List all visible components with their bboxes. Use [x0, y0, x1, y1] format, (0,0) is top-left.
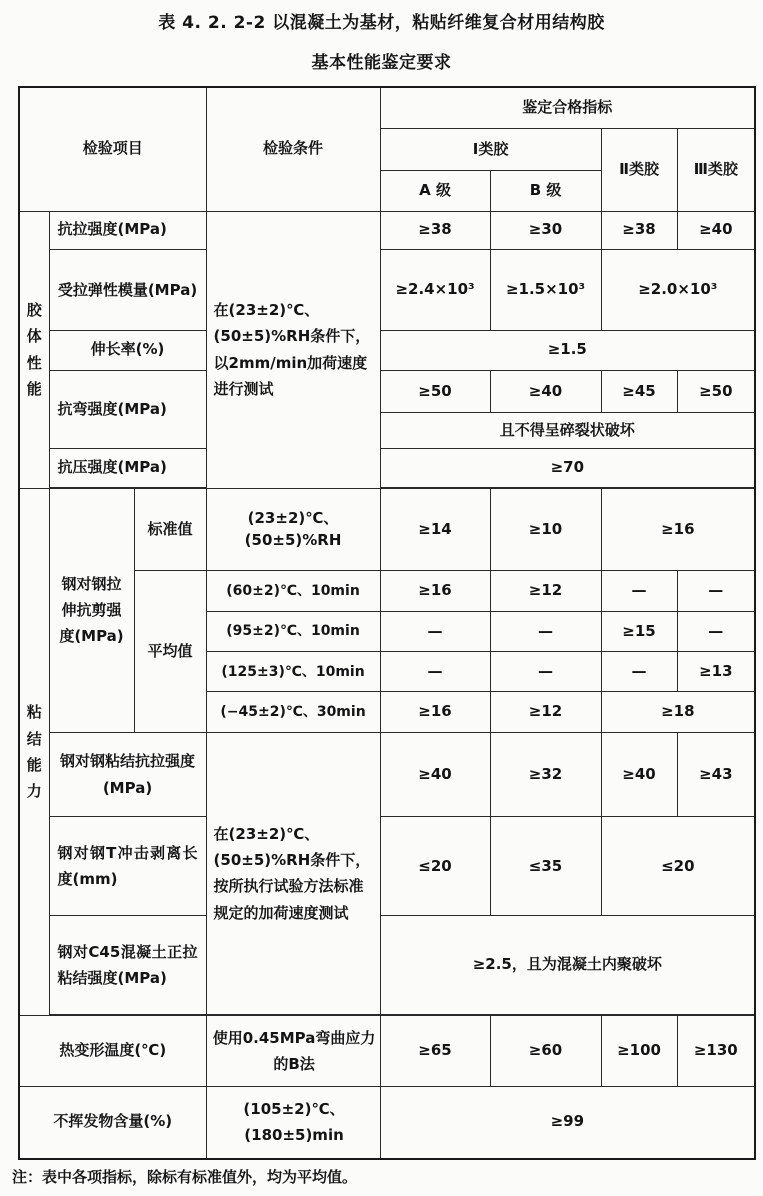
value-cell: ≥1.5×10³: [490, 249, 601, 330]
header-item: 检验项目: [19, 87, 206, 211]
value-cell: ≥30: [490, 211, 601, 249]
table-row: [19, 211, 755, 249]
value-cell: —: [677, 571, 755, 611]
header-grade-b: B 级: [490, 171, 601, 211]
value-cell: ≥15: [601, 611, 677, 651]
item-c45: 钢对C45混凝土正拉粘结强度(MPa): [49, 916, 206, 1015]
table-row: [19, 370, 755, 412]
value-cell: —: [601, 571, 677, 611]
requirements-table: [18, 86, 756, 1160]
value-cell: ≥13: [677, 652, 755, 692]
value-cell: —: [380, 652, 490, 692]
header-criteria: 鉴定合格指标: [380, 87, 755, 128]
table-row: [19, 488, 755, 571]
header-class2: Ⅱ类胶: [601, 128, 677, 211]
group-label-colloid: 胶体性能: [19, 211, 49, 488]
item-bond-tensile: 钢对钢粘结抗拉强度(MPa): [49, 732, 206, 817]
value-cell: ≥2.0×10³: [601, 249, 755, 330]
value-cell: ≥16: [601, 488, 755, 571]
value-cell: ≥50: [380, 370, 490, 412]
value-cell: ≥32: [490, 732, 601, 817]
value-cell: ≥16: [380, 571, 490, 611]
value-cell: ≥1.5: [380, 330, 755, 370]
value-cell: —: [677, 611, 755, 651]
table-row: [19, 330, 755, 370]
header-class1: Ⅰ类胶: [380, 128, 601, 170]
value-cell: ≥38: [380, 211, 490, 249]
item-compressive: 抗压强度(MPa): [49, 449, 206, 487]
table-row: [19, 817, 755, 916]
value-cell: ≤20: [380, 817, 490, 916]
table-row: [19, 1086, 755, 1159]
table-note: 注：表中各项指标，除标有标准值外，均为平均值。: [12, 1168, 358, 1186]
label-average: 平均值: [134, 571, 206, 732]
value-cell: ≥16: [380, 692, 490, 732]
value-cell: ≥18: [601, 692, 755, 732]
condition-colloid: 在(23±2)℃、(50±5)%RH条件下，以2mm/min加荷速度进行测试: [206, 211, 380, 488]
value-cell: ≤35: [490, 817, 601, 916]
value-cell: ≤20: [601, 817, 755, 916]
value-cell: ≥100: [601, 1016, 677, 1087]
item-tensile-strength: 抗拉强度(MPa): [49, 211, 206, 249]
table-title: 表 4. 2. 2-2 以混凝土为基材，粘贴纤维复合材用结构胶: [158, 13, 605, 33]
value-cell: ≥10: [490, 488, 601, 571]
value-cell: ≥14: [380, 488, 490, 571]
value-cell: ≥70: [380, 449, 755, 487]
value-cell: —: [601, 652, 677, 692]
header-class3: Ⅲ类胶: [677, 128, 755, 211]
value-cell: ≥40: [601, 732, 677, 817]
value-cell: ≥60: [490, 1016, 601, 1087]
item-elongation: 伸长率(%): [49, 330, 206, 370]
header-grade-a: A 级: [380, 171, 490, 211]
value-cell: —: [380, 611, 490, 651]
item-nonvolatile: 不挥发物含量(%): [19, 1086, 206, 1159]
value-cell: ≥2.4×10³: [380, 249, 490, 330]
value-cell: ≥43: [677, 732, 755, 817]
value-cell: ≥50: [677, 370, 755, 412]
value-cell: ≥40: [490, 370, 601, 412]
value-cell: ≥38: [601, 211, 677, 249]
group-label-bond: 粘结能力: [19, 488, 49, 1015]
value-cell: ≥45: [601, 370, 677, 412]
value-cell: ≥40: [677, 211, 755, 249]
condition-bond: 在(23±2)℃、(50±5)%RH条件下，按所执行试验方法标准规定的加荷速度测试: [206, 732, 380, 1014]
condition-cell: 使用0.45MPa弯曲应力的B法: [206, 1016, 380, 1087]
table-subtitle: 基本性能鉴定要求: [311, 53, 452, 73]
table-row: [19, 1016, 755, 1087]
value-cell: ≥65: [380, 1016, 490, 1087]
condition-cell: (23±2)℃、(50±5)%RH: [206, 488, 380, 571]
table-row: [19, 249, 755, 330]
condition-cell: (95±2)℃、10min: [206, 611, 380, 651]
table-row: [19, 732, 755, 817]
item-t-peel: 钢对钢T冲击剥离长度(mm): [49, 817, 206, 916]
value-cell: ≥2.5，且为混凝土内聚破坏: [380, 916, 755, 1015]
value-cell: —: [490, 611, 601, 651]
label-standard: 标准值: [134, 488, 206, 571]
value-cell: ≥130: [677, 1016, 755, 1087]
condition-cell: (105±2)℃、(180±5)min: [206, 1086, 380, 1159]
value-cell: 且不得呈碎裂状破坏: [380, 413, 755, 449]
value-cell: ≥99: [380, 1086, 755, 1159]
value-cell: —: [490, 652, 601, 692]
item-hdt: 热变形温度(℃): [19, 1016, 206, 1087]
condition-cell: (−45±2)℃、30min: [206, 692, 380, 732]
item-shear: 钢对钢拉伸抗剪强度(MPa): [49, 488, 134, 732]
item-tensile-modulus: 受拉弹性模量(MPa): [49, 249, 206, 330]
header-condition: 检验条件: [206, 87, 380, 211]
value-cell: ≥40: [380, 732, 490, 817]
item-flexural: 抗弯强度(MPa): [49, 370, 206, 449]
value-cell: ≥12: [490, 692, 601, 732]
condition-cell: (125±3)℃、10min: [206, 652, 380, 692]
table-row: [19, 449, 755, 487]
condition-cell: (60±2)℃、10min: [206, 571, 380, 611]
value-cell: ≥12: [490, 571, 601, 611]
table-row: [19, 916, 755, 1015]
